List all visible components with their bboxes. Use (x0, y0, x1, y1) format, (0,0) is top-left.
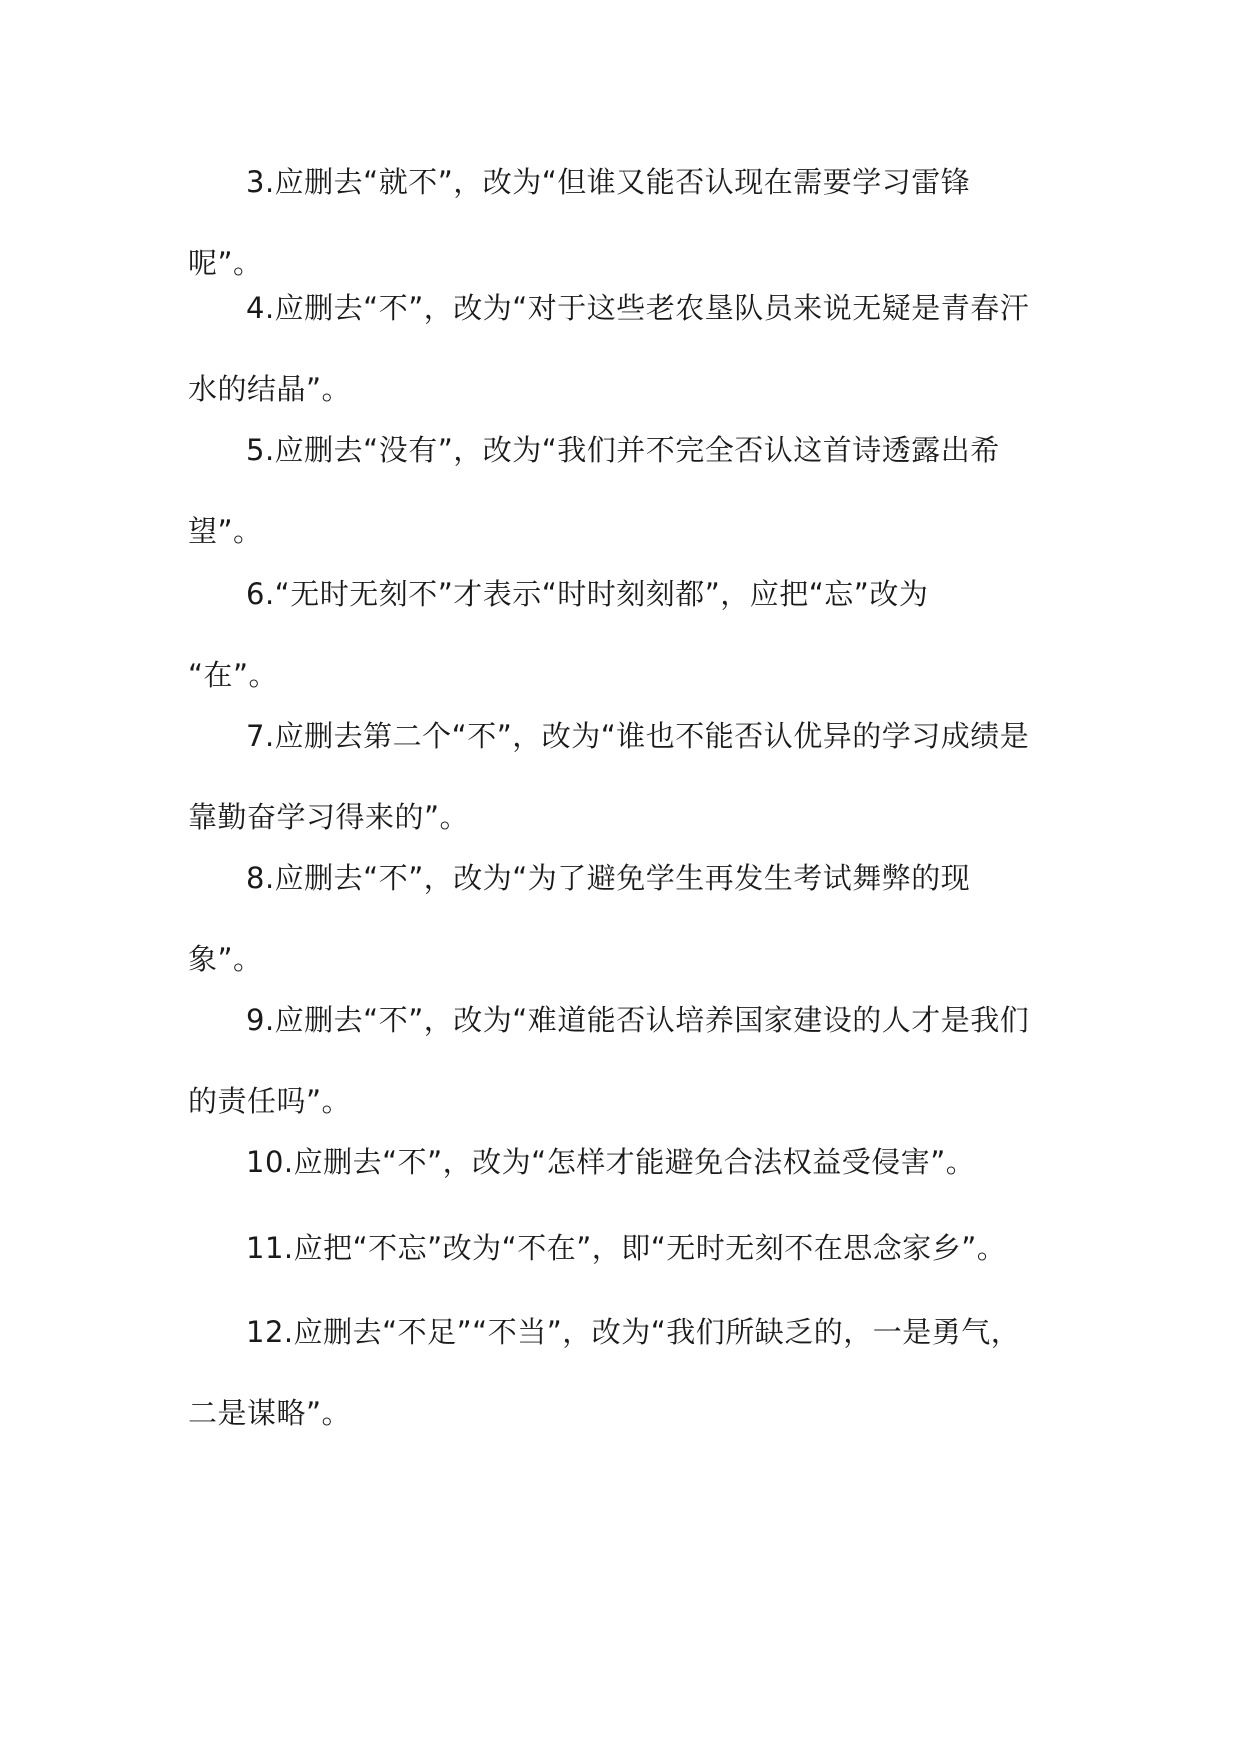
answer-9 (188, 1000, 1068, 1121)
answer-5 (188, 430, 1068, 551)
answer-11 (188, 1228, 1068, 1268)
answer-5-line-2: 望”。 (188, 514, 263, 548)
answer-3 (188, 162, 1068, 283)
answer-6 (188, 574, 1068, 695)
answer-10 (188, 1142, 1068, 1182)
answer-9-line-2: 的责任吗”。 (188, 1084, 352, 1118)
answer-12-line-2: 二是谋略”。 (188, 1396, 352, 1430)
answer-3-line-2: 呢”。 (188, 246, 263, 280)
answer-4 (188, 288, 1068, 409)
answer-7-line-1: 7.应删去第二个“不”，改为“谁也不能否认优异的学习成绩是 (246, 719, 1030, 753)
answer-6-line-1: 6.“无时无刻不”才表示“时时刻刻都”，应把“忘”改为 (246, 577, 929, 611)
answer-4-line-2: 水的结晶”。 (188, 372, 352, 406)
answer-7-line-2: 靠勤奋学习得来的”。 (188, 800, 470, 834)
answer-6-line-2: “在”。 (188, 658, 279, 692)
answer-8 (188, 858, 1068, 979)
answer-4-line-1: 4.应删去“不”，改为“对于这些老农垦队员来说无疑是青春汗 (246, 291, 1030, 325)
answer-9-line-1: 9.应删去“不”，改为“难道能否认培养国家建设的人才是我们 (246, 1003, 1030, 1037)
answer-5-line-1: 5.应删去“没有”，改为“我们并不完全否认这首诗透露出希 (246, 433, 1000, 467)
answer-12-line-1: 12.应删去“不足”“不当”，改为“我们所缺乏的，一是勇气， (246, 1315, 1021, 1349)
answer-11-line-1: 11.应把“不忘”改为“不在”，即“无时无刻不在思念家乡”。 (246, 1231, 1007, 1265)
answer-10-line-1: 10.应删去“不”，改为“怎样才能避免合法权益受侵害”。 (246, 1145, 976, 1179)
answer-8-line-1: 8.应删去“不”，改为“为了避免学生再发生考试舞弊的现 (246, 861, 971, 895)
answer-8-line-2: 象”。 (188, 942, 263, 976)
answer-12 (188, 1312, 1068, 1433)
answer-3-line-1: 3.应删去“就不”，改为“但谁又能否认现在需要学习雷锋 (246, 165, 971, 199)
answer-7 (188, 716, 1068, 837)
